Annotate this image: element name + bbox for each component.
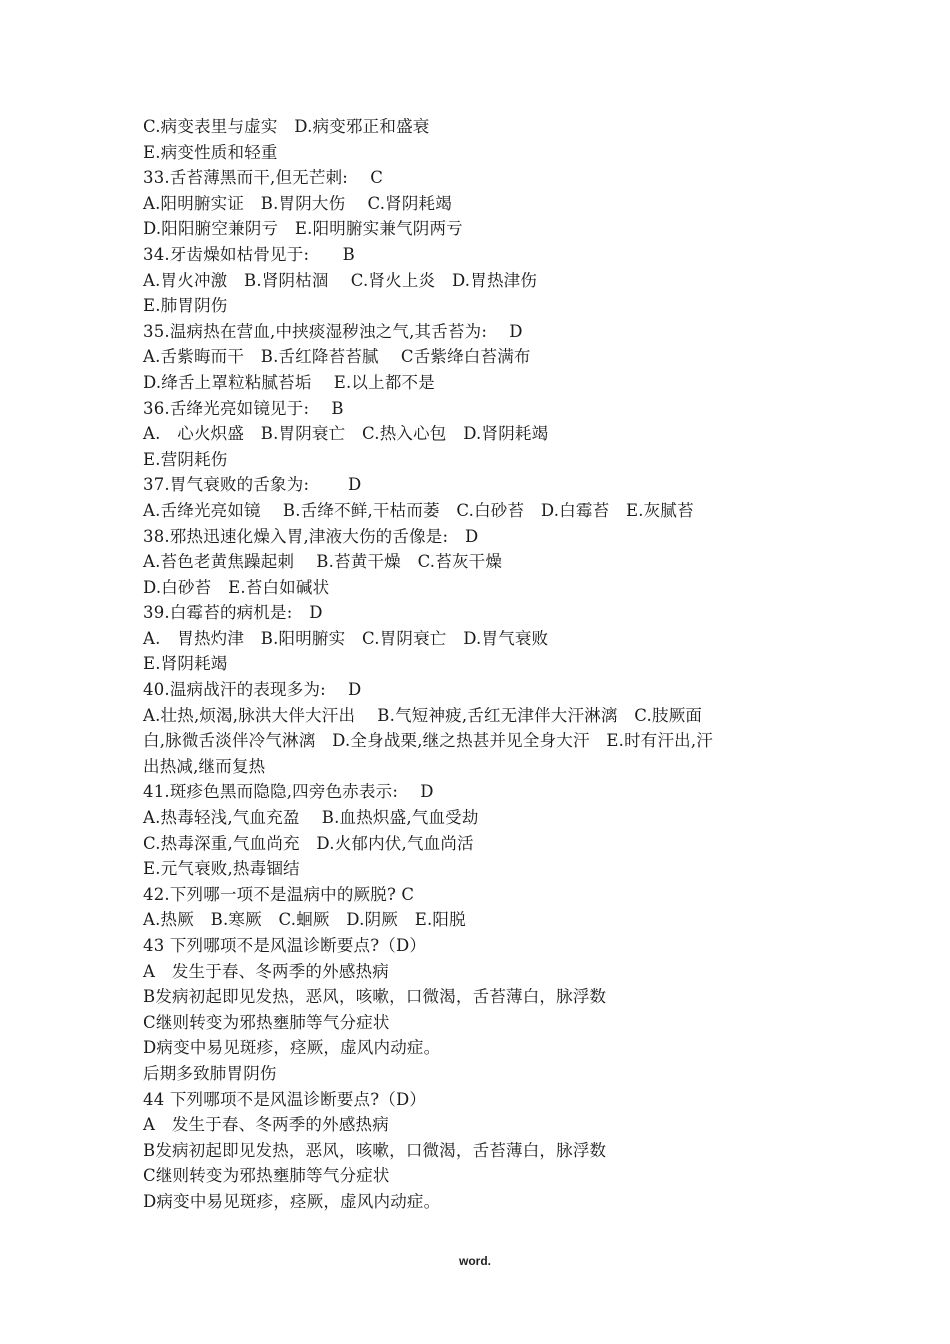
- option-line: A.舌紫晦而干 B.舌红降苔苔腻 C舌紫绛白苔满布: [143, 347, 531, 367]
- option-line: A.阳明腑实证 B.胃阴大伤 C.肾阴耗竭: [143, 193, 452, 213]
- option-line: D.阳阳腑空兼阴亏 E.阳明腑实兼气阴两亏: [143, 219, 463, 239]
- option-line: E.肺胃阴伤: [143, 296, 228, 316]
- option-line: B发病初起即见发热，恶风，咳嗽，口微渴，舌苔薄白，脉浮数: [143, 987, 607, 1007]
- question-33: 33.舌苔薄黑而干,但无芒刺: C: [143, 168, 384, 188]
- option-line: E.元气衰败,热毒锢结: [143, 859, 300, 879]
- document-body: [143, 114, 813, 1215]
- option-line: C继则转变为邪热壅肺等气分症状: [143, 1012, 390, 1032]
- option-line: D病变中易见斑疹，痉厥，虚风内动症。: [143, 1191, 441, 1211]
- option-line: A.胃火冲激 B.肾阴枯涸 C.肾火上炎 D.胃热津伤: [143, 270, 538, 290]
- option-line: A.热厥 B.寒厥 C.蛔厥 D.阴厥 E.阳脱: [143, 910, 466, 930]
- option-line: E.肾阴耗竭: [143, 654, 228, 674]
- option-line: C继则转变为邪热壅肺等气分症状: [143, 1166, 390, 1186]
- question-41: 41.斑疹色黑而隐隐,四旁色赤表示: D: [143, 782, 434, 802]
- question-38: 38.邪热迅速化燥入胃,津液大伤的舌像是: D: [143, 526, 479, 546]
- option-line: 白,脉微舌淡伴冷气淋漓 D.全身战栗,继之热甚并见全身大汗 E.时有汗出,汗: [143, 731, 714, 751]
- question-36: 36.舌绛光亮如镜见于: B: [143, 398, 344, 418]
- option-line: A.舌绛光亮如镜 B.舌绛不鲜,干枯而萎 C.白砂苔 D.白霉苔 E.灰腻苔: [143, 500, 694, 520]
- option-line: D病变中易见斑疹，痉厥，虚风内动症。: [143, 1038, 441, 1058]
- question-35: 35.温病热在营血,中挟痰湿秽浊之气,其舌苔为: D: [143, 321, 523, 341]
- option-line: A.苔色老黄焦躁起刺 B.苔黄干燥 C.苔灰干燥: [143, 552, 503, 572]
- option-line: C.热毒深重,气血尚充 D.火郁内伏,气血尚活: [143, 833, 474, 853]
- option-line: B发病初起即见发热，恶风，咳嗽，口微渴，舌苔薄白，脉浮数: [143, 1140, 607, 1160]
- question-39: 39.白霉苔的病机是: D: [143, 603, 323, 623]
- option-line: A. 心火炽盛 B.胃阴衰亡 C.热入心包 D.肾阴耗竭: [143, 424, 549, 444]
- option-line: E.营阴耗伤: [143, 449, 228, 469]
- question-34: 34.牙齿燥如枯骨见于: B: [143, 244, 355, 264]
- option-line: 出热减,继而复热: [143, 756, 266, 776]
- text-line: E.病变性质和轻重: [143, 142, 278, 162]
- question-43: 43 下列哪项不是风温诊断要点?（D）: [143, 936, 427, 955]
- option-line: A. 胃热灼津 B.阳明腑实 C.胃阴衰亡 D.胃气衰败: [143, 628, 549, 648]
- text-line: 后期多致肺胃阴伤: [143, 1063, 277, 1083]
- question-44: 44 下列哪项不是风温诊断要点?（D）: [143, 1089, 427, 1109]
- page-footer: word.: [459, 1254, 491, 1268]
- option-line: A.热毒轻浅,气血充盈 B.血热炽盛,气血受劫: [143, 808, 479, 828]
- option-line: A 发生于春、冬两季的外感热病: [143, 961, 389, 981]
- option-line: A 发生于春、冬两季的外感热病: [143, 1115, 389, 1135]
- option-line: A.壮热,烦渴,脉洪大伴大汗出 B.气短神疲,舌红无津伴大汗淋漓 C.肢厥面: [143, 705, 703, 725]
- text-line: C.病变表里与虚实 D.病变邪正和盛衰: [143, 117, 430, 136]
- question-40: 40.温病战汗的表现多为: D: [143, 680, 362, 700]
- question-42: 42.下列哪一项不是温病中的厥脱? C: [143, 884, 415, 904]
- option-line: D.绛舌上罩粒粘腻苔垢 E.以上都不是: [143, 372, 435, 392]
- option-line: D.白砂苔 E.苔白如碱状: [143, 577, 330, 597]
- question-37: 37.胃气衰败的舌象为: D: [143, 475, 362, 495]
